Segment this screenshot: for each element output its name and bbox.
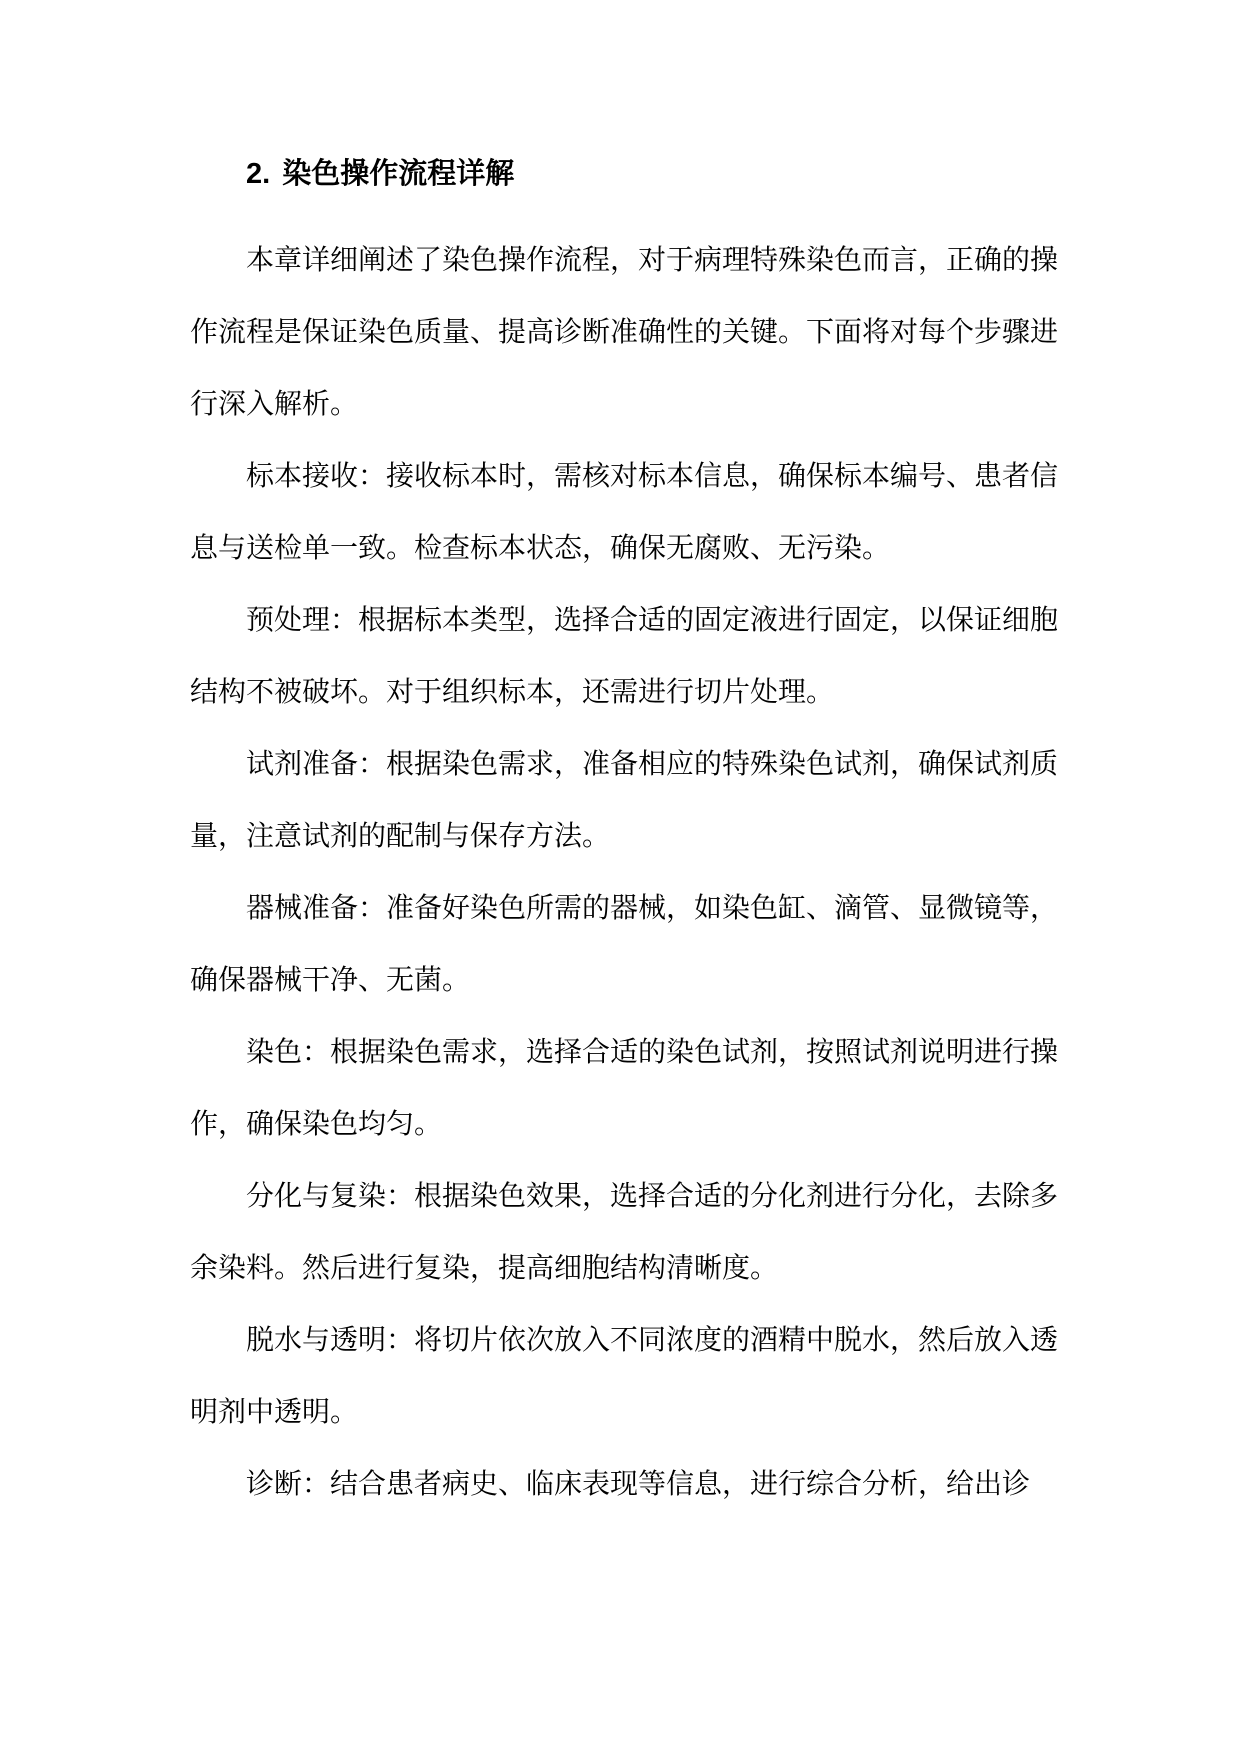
paragraph-staining: 染色：根据染色需求，选择合适的染色试剂，按照试剂说明进行操作，确保染色均匀。 <box>190 1035 1059 1140</box>
paragraph-pretreatment: 预处理：根据标本类型，选择合适的固定液进行固定，以保证细胞结构不被破坏。对于组织标本，还需进行切片处理。 <box>190 603 1059 708</box>
paragraph-instrument-preparation: 器械准备：准备好染色所需的器械，如染色缸、滴管、显微镜等，确保器械干净、无菌。 <box>190 891 1059 996</box>
section-number: 2. <box>246 158 271 190</box>
section-heading <box>190 148 1058 198</box>
paragraph-intro: 本章详细阐述了染色操作流程，对于病理特殊染色而言，正确的操作流程是保证染色质量、提高诊断准确性的关键。下面将对每个步骤进行深入解析。 <box>190 243 1059 420</box>
paragraph-reagent-preparation: 试剂准备：根据染色需求，准备相应的特殊染色试剂，确保试剂质量，注意试剂的配制与保存方法。 <box>190 747 1059 852</box>
paragraph-diagnosis: 诊断：结合患者病史、临床表现等信息，进行综合分析，给出诊 <box>246 1467 1031 1500</box>
paragraph-specimen-receipt: 标本接收：接收标本时，需核对标本信息，确保标本编号、患者信息与送检单一致。检查标本状态，确保无腐败、无污染。 <box>190 459 1059 564</box>
paragraph-differentiation: 分化与复染：根据染色效果，选择合适的分化剂进行分化，去除多余染料。然后进行复染，提高细胞结构清晰度。 <box>190 1179 1059 1284</box>
paragraph-dehydration: 脱水与透明：将切片依次放入不同浓度的酒精中脱水，然后放入透明剂中透明。 <box>190 1323 1059 1428</box>
document-body <box>190 148 1058 1520</box>
section-title: 染色操作流程详解 <box>282 156 515 190</box>
